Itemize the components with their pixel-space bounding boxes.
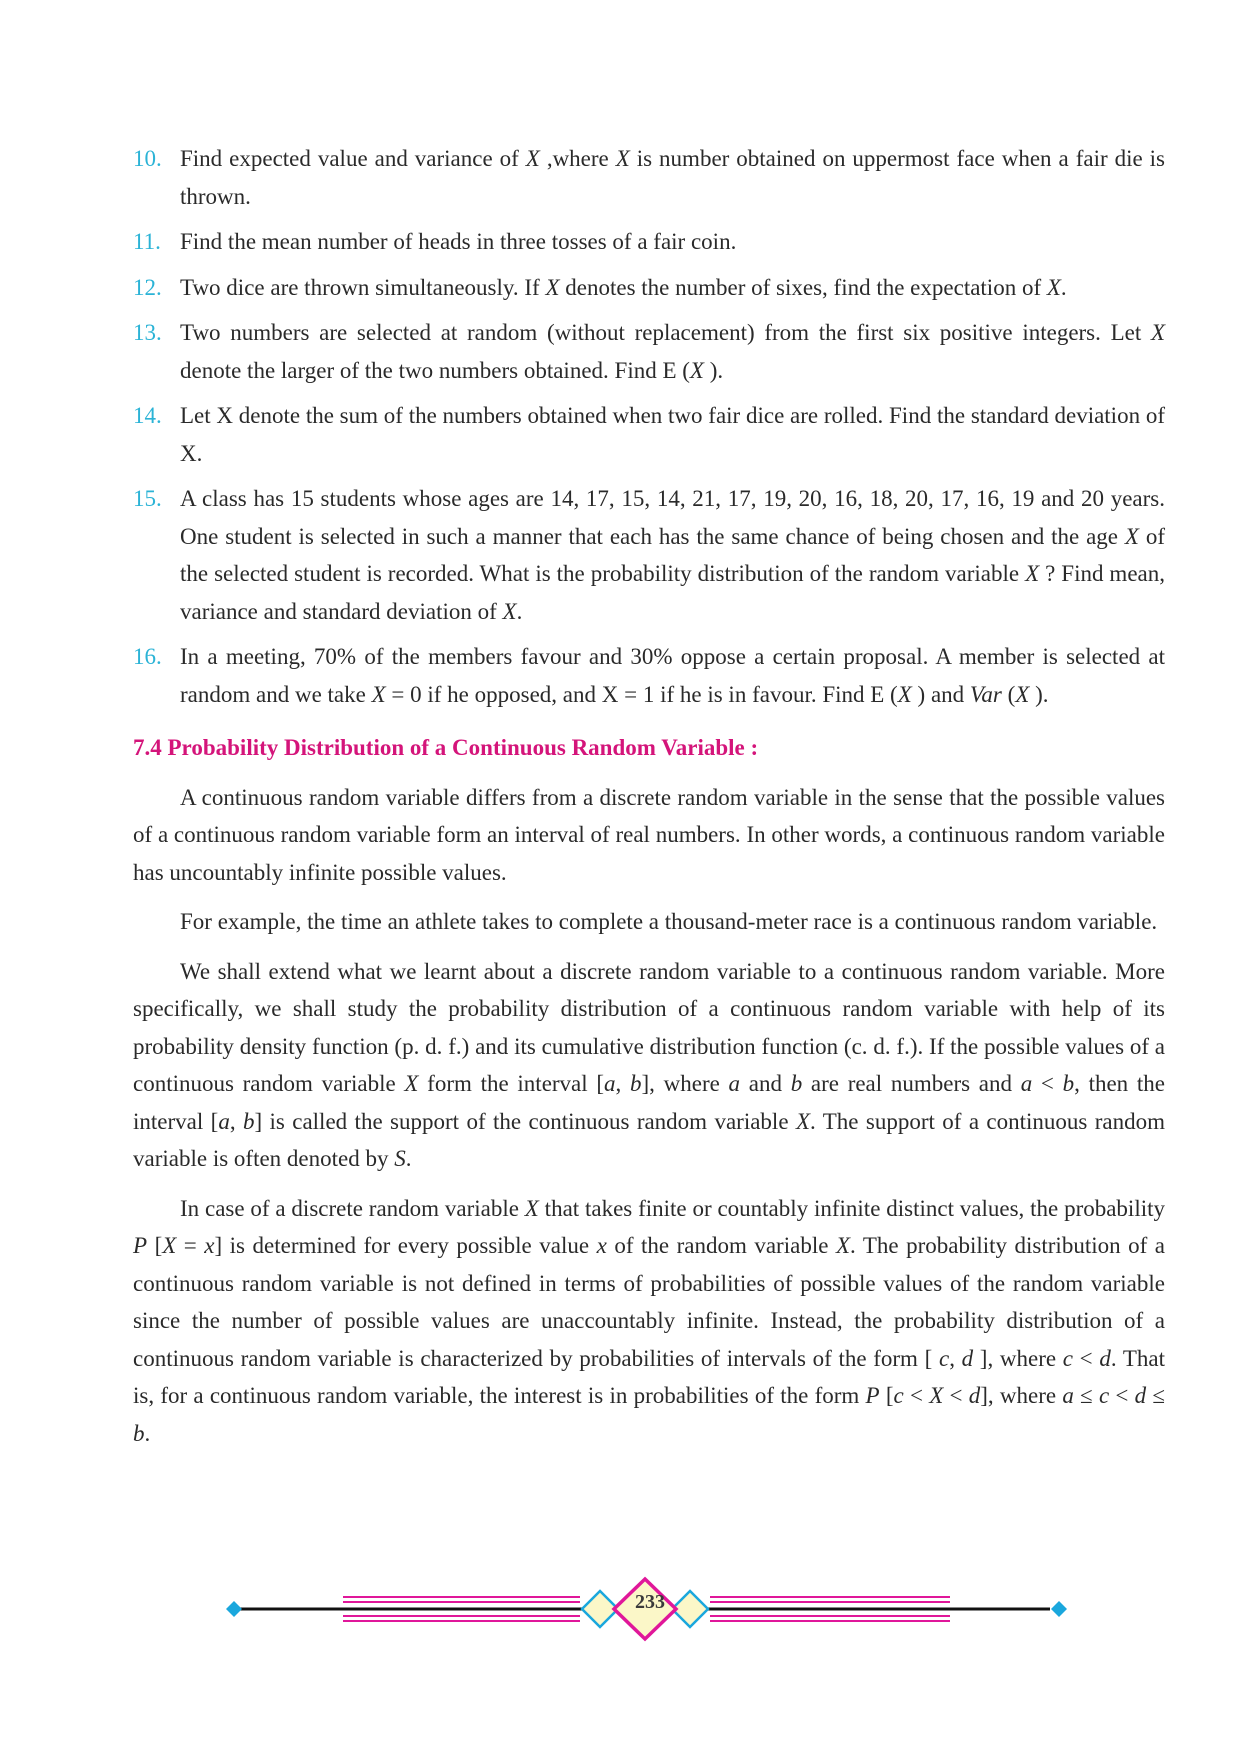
- exercise-number: 16.: [133, 644, 162, 669]
- math-symbol: b: [242, 1108, 255, 1134]
- text-run: ) and: [911, 681, 970, 707]
- text-run: ] is called the support of the continuous random variable: [254, 1108, 796, 1134]
- math-symbol: X: [371, 681, 386, 707]
- exercise-item: [133, 314, 1165, 389]
- text-run: ≤: [1146, 1383, 1165, 1408]
- math-symbol: P: [865, 1383, 880, 1408]
- text-run: ], where: [973, 1345, 1063, 1371]
- math-symbol: Var: [969, 681, 1002, 707]
- text-run: and: [740, 1071, 791, 1096]
- text-run: = 0 if he opposed, and X = 1 if he is in favour. Find E (: [385, 681, 898, 707]
- math-symbol: X: [1150, 320, 1165, 345]
- math-symbol: d: [961, 1345, 974, 1371]
- text-run: denotes the number of sixes, find the expectation of: [559, 274, 1047, 300]
- text-run: ,where: [539, 146, 616, 171]
- math-symbol: S: [394, 1146, 406, 1171]
- math-symbol: X: [1025, 561, 1040, 586]
- text-run: of the selected student is recorded. What is the probability distribution of the random variable: [180, 523, 1165, 586]
- text-run: <: [1032, 1071, 1063, 1096]
- text-run: .: [1060, 274, 1067, 300]
- text-run: [: [879, 1383, 894, 1408]
- text-run: , then the interval [: [133, 1071, 1165, 1134]
- exercise-item: [133, 269, 1165, 307]
- exercise-list: [133, 140, 1165, 713]
- text-run: Two dice are thrown simultaneously. If: [180, 274, 546, 300]
- text-run: ], where: [980, 1383, 1063, 1408]
- math-symbol: c: [1098, 1383, 1110, 1408]
- math-symbol: P: [133, 1233, 148, 1258]
- text-run: =: [176, 1233, 205, 1258]
- math-symbol: X: [795, 1108, 810, 1134]
- math-symbol: X: [502, 598, 517, 624]
- math-symbol: X: [929, 1383, 944, 1408]
- section-body: [133, 779, 1165, 1453]
- math-symbol: b: [630, 1071, 642, 1096]
- text-run: <: [943, 1383, 969, 1408]
- footer-end-diamond-left: [226, 1601, 242, 1617]
- exercise-number: 11.: [133, 229, 161, 254]
- text-run: are real numbers and: [802, 1071, 1021, 1096]
- text-run: form the interval [: [418, 1071, 605, 1096]
- text-run: .: [516, 598, 523, 624]
- math-symbol: X: [615, 146, 630, 171]
- footer-end-diamond-right: [1051, 1601, 1067, 1617]
- exercise-number: 15.: [133, 486, 162, 511]
- text-run: denote the larger of the two numbers obtained. Find E (: [180, 357, 690, 383]
- page-content: [133, 140, 1165, 1464]
- math-symbol: x: [596, 1233, 607, 1258]
- page-number: 233: [635, 1591, 665, 1613]
- text-run: (: [1001, 681, 1016, 707]
- math-symbol: X: [1046, 274, 1061, 300]
- text-run: ] is determined for every possible value: [214, 1233, 597, 1258]
- math-symbol: X: [689, 357, 704, 383]
- math-symbol: X: [1124, 523, 1139, 549]
- text-run: ≤: [1073, 1383, 1099, 1408]
- text-run: ], where: [641, 1071, 729, 1096]
- math-symbol: a: [1062, 1383, 1074, 1408]
- text-run: of the random variable: [606, 1233, 836, 1258]
- exercise-number: 10.: [133, 146, 162, 171]
- text-run: ,: [949, 1345, 962, 1371]
- math-symbol: X: [524, 1195, 539, 1221]
- text-run: We shall extend what we learnt about a discrete random variable to a continuous random variable. More specifically, we shall study the probability distribution of a continuous random variable with help of its probability density function (p. d. f.) and its cumulative distribution function (c. d. f.). If the possible values of a continuous random variable: [133, 958, 1165, 1096]
- section-heading: 7.4 Probability Distribution of a Continuous Random Variable :: [133, 735, 759, 760]
- math-symbol: X: [835, 1233, 850, 1258]
- text-run: A class has 15 students whose ages are 14, 17, 15, 14, 21, 17, 19, 20, 16, 18, 20, 17, 16, 19 and 20 years. One student is selected in such a manner that each has the same chance of being chosen and the age: [180, 486, 1165, 549]
- math-symbol: x: [204, 1233, 215, 1258]
- text-run: In case of a discrete random variable: [180, 1195, 525, 1221]
- text-run: that takes finite or countably infinite distinct values, the probability: [538, 1195, 1165, 1221]
- body-paragraph: [133, 1190, 1165, 1453]
- text-run: <: [1109, 1383, 1135, 1408]
- text-run: ,: [229, 1108, 243, 1134]
- text-run: is number obtained on uppermost face when a fair die is thrown.: [180, 146, 1165, 209]
- text-run: Find the mean number of heads in three tosses of a fair coin.: [180, 229, 737, 254]
- math-symbol: X: [545, 274, 560, 300]
- exercise-item: [133, 397, 1165, 472]
- math-symbol: a: [218, 1108, 230, 1134]
- text-run: [: [147, 1233, 163, 1258]
- text-run: <: [903, 1383, 930, 1408]
- math-symbol: a: [604, 1071, 616, 1096]
- exercise-number: 13.: [133, 320, 162, 345]
- math-symbol: X: [1015, 681, 1030, 707]
- text-run: ).: [1029, 681, 1049, 707]
- text-run: ,: [615, 1071, 631, 1096]
- exercise-item: [133, 480, 1165, 630]
- math-symbol: d: [1134, 1383, 1147, 1408]
- math-symbol: b: [790, 1071, 803, 1096]
- math-symbol: c: [938, 1345, 950, 1371]
- math-symbol: d: [1099, 1345, 1111, 1371]
- math-symbol: X: [162, 1233, 177, 1258]
- text-run: Two numbers are selected at random (without replacement) from the first six positive integers. Let: [180, 320, 1151, 345]
- body-paragraph: [133, 779, 1165, 892]
- text-run: . That is, for a continuous random variable, the interest is in probabilities of the form: [133, 1345, 1165, 1408]
- math-symbol: c: [1062, 1345, 1073, 1371]
- math-symbol: a: [728, 1071, 741, 1096]
- math-symbol: X: [404, 1071, 419, 1096]
- text-run: A continuous random variable differs from a discrete random variable in the sense that the possible values of a continuous random variable form an interval of real numbers. In other words, a continuous random variable has uncountably infinite possible values.: [133, 784, 1165, 885]
- math-symbol: c: [893, 1383, 904, 1408]
- text-run: .: [405, 1146, 412, 1171]
- exercise-item: [133, 140, 1165, 215]
- text-run: . The support of a continuous random variable is often denoted by: [133, 1108, 1166, 1171]
- exercise-number: 12.: [133, 274, 162, 300]
- math-symbol: X: [897, 681, 912, 707]
- body-paragraph: [133, 903, 1165, 941]
- math-symbol: a: [1020, 1071, 1033, 1096]
- text-run: Let X denote the sum of the numbers obtained when two fair dice are rolled. Find the standard deviation of X.: [180, 403, 1165, 466]
- math-symbol: d: [968, 1383, 981, 1408]
- text-run: .: [144, 1420, 151, 1446]
- text-run: For example, the time an athlete takes to complete a thousand-meter race is a continuous random variable.: [180, 909, 1158, 934]
- math-symbol: b: [133, 1420, 145, 1446]
- exercise-item: [133, 638, 1165, 713]
- exercise-item: [133, 223, 1165, 261]
- exercise-number: 14.: [133, 403, 162, 428]
- text-run: Find expected value and variance of: [180, 146, 526, 171]
- text-run: <: [1072, 1345, 1100, 1371]
- body-paragraph: [133, 953, 1165, 1178]
- math-symbol: X: [525, 146, 540, 171]
- text-run: . The probability distribution of a continuous random variable is not defined in terms of probabilities of possible values of the random variable since the number of possible values are unaccountably infinite. Instead, the probability distribution of a continuous random variable is characterized by probabilities of intervals of the form [: [133, 1233, 1165, 1371]
- text-run: In a meeting, 70% of the members favour and 30% oppose a certain proposal. A member is selected at random and we take: [180, 644, 1165, 707]
- text-run: ).: [703, 357, 724, 383]
- text-run: ? Find mean, variance and standard deviation of: [180, 561, 1165, 624]
- math-symbol: b: [1062, 1071, 1075, 1096]
